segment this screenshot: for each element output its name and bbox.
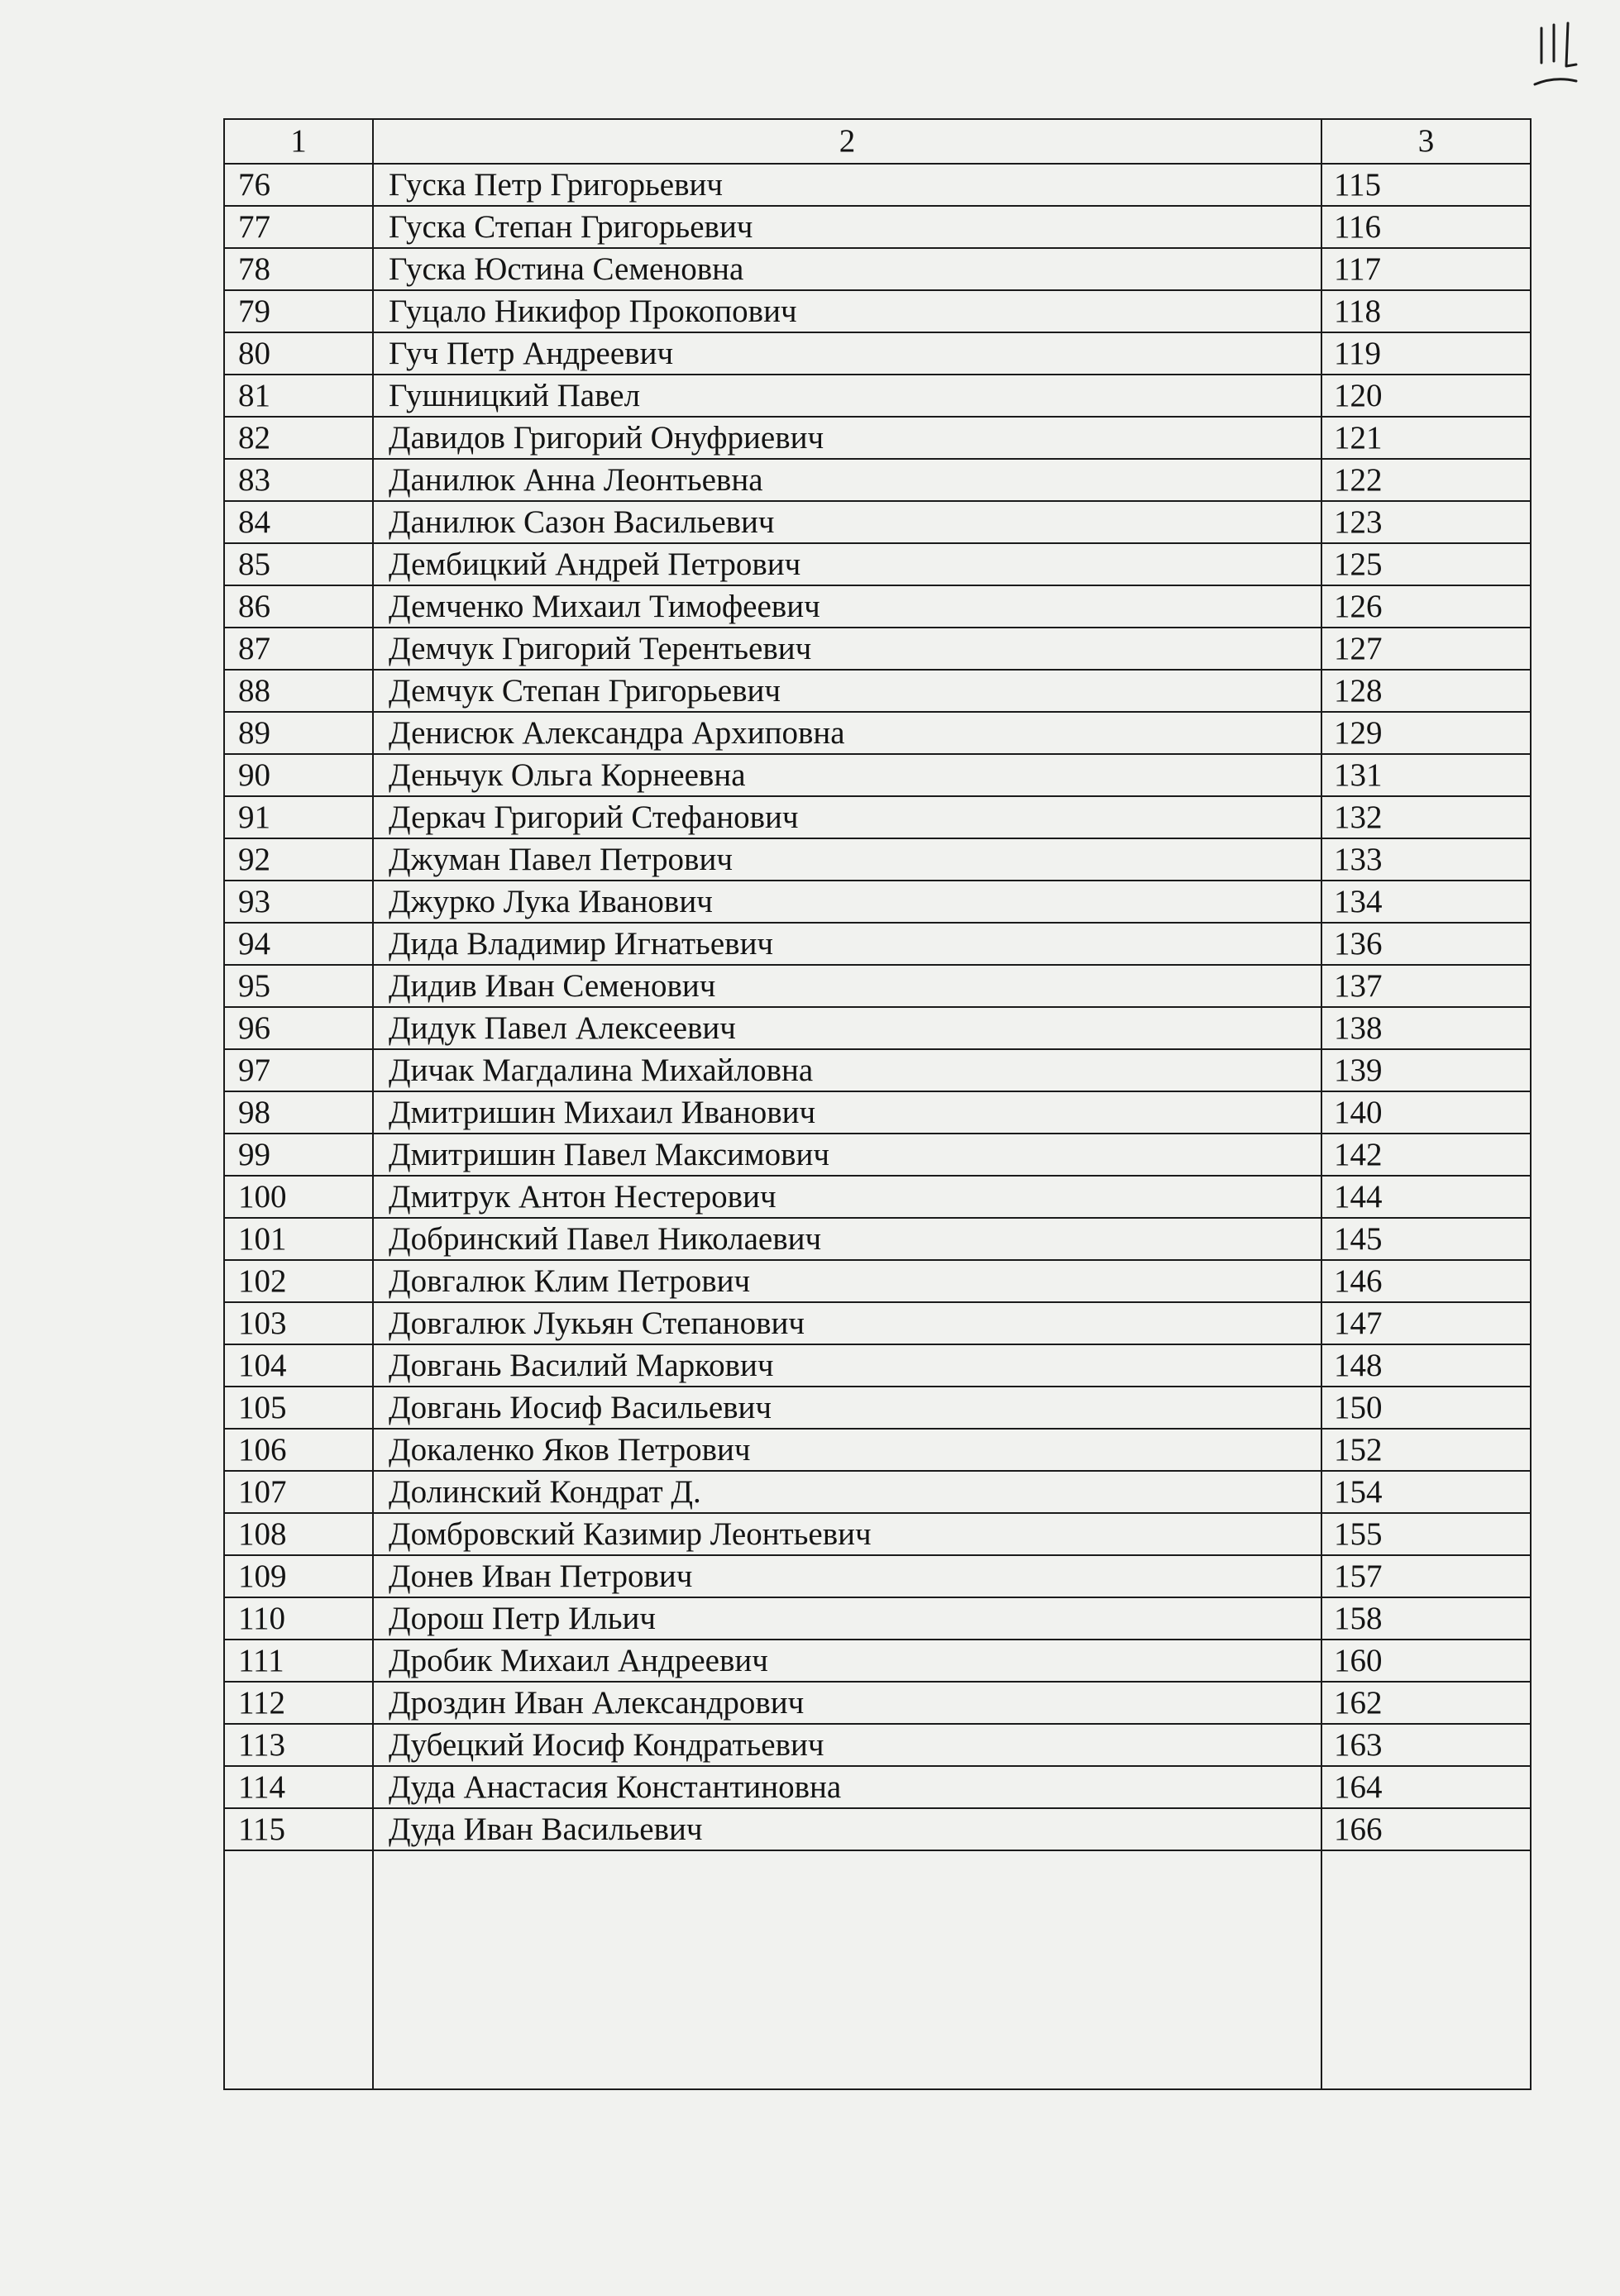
empty-cell	[224, 1850, 373, 2089]
page-number-cell: 115	[1321, 164, 1531, 206]
person-name-cell: Дидук Павел Алексеевич	[373, 1007, 1321, 1049]
page-number-cell: 138	[1321, 1007, 1531, 1049]
table-row	[224, 1724, 1531, 1766]
row-number-cell: 78	[224, 248, 373, 290]
table-row	[224, 1555, 1531, 1597]
page-number-cell: 145	[1321, 1218, 1531, 1260]
page-number-cell: 134	[1321, 881, 1531, 923]
person-name-cell: Докаленко Яков Петрович	[373, 1429, 1321, 1471]
row-number-cell: 91	[224, 796, 373, 838]
person-name-cell: Демчук Степан Григорьевич	[373, 670, 1321, 712]
person-name-cell: Довгалюк Лукьян Степанович	[373, 1302, 1321, 1344]
table-row	[224, 585, 1531, 628]
row-number-cell: 89	[224, 712, 373, 754]
row-number-cell: 82	[224, 417, 373, 459]
row-number-cell: 97	[224, 1049, 373, 1091]
page-number-cell: 132	[1321, 796, 1531, 838]
table-row	[224, 1513, 1531, 1555]
page-number-cell: 148	[1321, 1344, 1531, 1387]
row-number-cell: 90	[224, 754, 373, 796]
page-number-cell: 133	[1321, 838, 1531, 881]
table-row	[224, 754, 1531, 796]
table-row	[224, 1640, 1531, 1682]
person-name-cell: Демчук Григорий Терентьевич	[373, 628, 1321, 670]
table-row	[224, 923, 1531, 965]
person-name-cell: Гуч Петр Андреевич	[373, 332, 1321, 375]
person-name-cell: Дорош Петр Ильич	[373, 1597, 1321, 1640]
page-number-cell: 146	[1321, 1260, 1531, 1302]
row-number-cell: 103	[224, 1302, 373, 1344]
table-row	[224, 1429, 1531, 1471]
row-number-cell: 106	[224, 1429, 373, 1471]
person-name-cell: Добринский Павел Николаевич	[373, 1218, 1321, 1260]
row-number-cell: 79	[224, 290, 373, 332]
row-number-cell: 94	[224, 923, 373, 965]
page-number-cell: 129	[1321, 712, 1531, 754]
page-number-cell: 157	[1321, 1555, 1531, 1597]
row-number-cell: 87	[224, 628, 373, 670]
table-row	[224, 164, 1531, 206]
person-name-cell: Дичак Магдалина Михайловна	[373, 1049, 1321, 1091]
table-row	[224, 332, 1531, 375]
handwritten-page-number-drawing	[1530, 12, 1596, 103]
row-number-cell: 104	[224, 1344, 373, 1387]
page-number-cell: 120	[1321, 375, 1531, 417]
row-number-cell: 109	[224, 1555, 373, 1597]
page-number-cell: 118	[1321, 290, 1531, 332]
handwritten-page-number	[1530, 12, 1596, 103]
person-name-cell: Дида Владимир Игнатьевич	[373, 923, 1321, 965]
person-name-cell: Дмитрук Антон Нестерович	[373, 1176, 1321, 1218]
table-row	[224, 501, 1531, 543]
person-name-cell: Дуда Анастасия Константиновна	[373, 1766, 1321, 1808]
table-row	[224, 1302, 1531, 1344]
person-name-cell: Данилюк Анна Леонтьевна	[373, 459, 1321, 501]
row-number-cell: 95	[224, 965, 373, 1007]
table-row	[224, 1176, 1531, 1218]
table-row	[224, 628, 1531, 670]
page-number-cell: 140	[1321, 1091, 1531, 1134]
page-number-cell: 117	[1321, 248, 1531, 290]
row-number-cell: 105	[224, 1387, 373, 1429]
register-table-body	[224, 119, 1531, 2089]
table-row	[224, 838, 1531, 881]
table-row	[224, 670, 1531, 712]
row-number-cell: 113	[224, 1724, 373, 1766]
table-row	[224, 206, 1531, 248]
person-name-cell: Денисюк Александра Архиповна	[373, 712, 1321, 754]
register-table	[223, 118, 1532, 2090]
person-name-cell: Гуцало Никифор Прокопович	[373, 290, 1321, 332]
table-row	[224, 248, 1531, 290]
table-row	[224, 290, 1531, 332]
table-row	[224, 1218, 1531, 1260]
page-number-cell: 144	[1321, 1176, 1531, 1218]
person-name-cell: Демченко Михаил Тимофеевич	[373, 585, 1321, 628]
row-number-cell: 115	[224, 1808, 373, 1850]
person-name-cell: Деньчук Ольга Корнеевна	[373, 754, 1321, 796]
page-number-cell: 137	[1321, 965, 1531, 1007]
row-number-cell: 112	[224, 1682, 373, 1724]
table-row	[224, 1766, 1531, 1808]
person-name-cell: Гуска Юстина Семеновна	[373, 248, 1321, 290]
page-number-cell: 123	[1321, 501, 1531, 543]
page-number-cell: 131	[1321, 754, 1531, 796]
person-name-cell: Дробик Михаил Андреевич	[373, 1640, 1321, 1682]
person-name-cell: Довгань Василий Маркович	[373, 1344, 1321, 1387]
page-number-cell: 155	[1321, 1513, 1531, 1555]
page-number-cell: 119	[1321, 332, 1531, 375]
table-row	[224, 1091, 1531, 1134]
header-cell-2: 2	[373, 119, 1321, 164]
person-name-cell: Деркач Григорий Стефанович	[373, 796, 1321, 838]
person-name-cell: Долинский Кондрат Д.	[373, 1471, 1321, 1513]
empty-cell	[1321, 1850, 1531, 2089]
table-row	[224, 459, 1531, 501]
row-number-cell: 76	[224, 164, 373, 206]
table-row	[224, 712, 1531, 754]
table-row	[224, 1134, 1531, 1176]
table-row	[224, 1597, 1531, 1640]
page-number-cell: 142	[1321, 1134, 1531, 1176]
row-number-cell: 114	[224, 1766, 373, 1808]
table-row	[224, 1049, 1531, 1091]
person-name-cell: Давидов Григорий Онуфриевич	[373, 417, 1321, 459]
page-number-cell: 158	[1321, 1597, 1531, 1640]
page-number-cell: 122	[1321, 459, 1531, 501]
row-number-cell: 108	[224, 1513, 373, 1555]
row-number-cell: 83	[224, 459, 373, 501]
page-number-cell: 164	[1321, 1766, 1531, 1808]
person-name-cell: Джурко Лука Иванович	[373, 881, 1321, 923]
row-number-cell: 99	[224, 1134, 373, 1176]
empty-cell	[373, 1850, 1321, 2089]
person-name-cell: Домбровский Казимир Леонтьевич	[373, 1513, 1321, 1555]
page-number-cell: 121	[1321, 417, 1531, 459]
row-number-cell: 96	[224, 1007, 373, 1049]
row-number-cell: 92	[224, 838, 373, 881]
page-number-cell: 126	[1321, 585, 1531, 628]
header-cell-1: 1	[224, 119, 373, 164]
header-cell-3: 3	[1321, 119, 1531, 164]
page-number-cell: 128	[1321, 670, 1531, 712]
row-number-cell: 81	[224, 375, 373, 417]
page-number-cell: 125	[1321, 543, 1531, 585]
page-number-cell: 139	[1321, 1049, 1531, 1091]
row-number-cell: 85	[224, 543, 373, 585]
row-number-cell: 80	[224, 332, 373, 375]
page-number-cell: 147	[1321, 1302, 1531, 1344]
person-name-cell: Донев Иван Петрович	[373, 1555, 1321, 1597]
person-name-cell: Дуда Иван Васильевич	[373, 1808, 1321, 1850]
table-row	[224, 375, 1531, 417]
table-row	[224, 1471, 1531, 1513]
person-name-cell: Дембицкий Андрей Петрович	[373, 543, 1321, 585]
row-number-cell: 107	[224, 1471, 373, 1513]
row-number-cell: 86	[224, 585, 373, 628]
page-number-cell: 152	[1321, 1429, 1531, 1471]
page-number-cell: 162	[1321, 1682, 1531, 1724]
person-name-cell: Гуска Степан Григорьевич	[373, 206, 1321, 248]
person-name-cell: Данилюк Сазон Васильевич	[373, 501, 1321, 543]
page-number-cell: 150	[1321, 1387, 1531, 1429]
person-name-cell: Гушницкий Павел	[373, 375, 1321, 417]
table-row	[224, 1260, 1531, 1302]
person-name-cell: Дидив Иван Семенович	[373, 965, 1321, 1007]
table-row	[224, 543, 1531, 585]
row-number-cell: 88	[224, 670, 373, 712]
register-table-frame	[223, 118, 1532, 2090]
person-name-cell: Довгань Иосиф Васильевич	[373, 1387, 1321, 1429]
table-row	[224, 417, 1531, 459]
row-number-cell: 110	[224, 1597, 373, 1640]
page-number-cell: 116	[1321, 206, 1531, 248]
person-name-cell: Гуска Петр Григорьевич	[373, 164, 1321, 206]
person-name-cell: Дубецкий Иосиф Кондратьевич	[373, 1724, 1321, 1766]
table-row	[224, 965, 1531, 1007]
table-row	[224, 1007, 1531, 1049]
row-number-cell: 98	[224, 1091, 373, 1134]
page-number-cell: 136	[1321, 923, 1531, 965]
empty-filler-row	[224, 1850, 1531, 2089]
page-number-cell: 160	[1321, 1640, 1531, 1682]
row-number-cell: 101	[224, 1218, 373, 1260]
table-row	[224, 796, 1531, 838]
row-number-cell: 100	[224, 1176, 373, 1218]
person-name-cell: Дмитришин Павел Максимович	[373, 1134, 1321, 1176]
person-name-cell: Довгалюк Клим Петрович	[373, 1260, 1321, 1302]
table-header-row	[224, 119, 1531, 164]
row-number-cell: 102	[224, 1260, 373, 1302]
table-row	[224, 1387, 1531, 1429]
row-number-cell: 84	[224, 501, 373, 543]
page-number-cell: 166	[1321, 1808, 1531, 1850]
table-row	[224, 1808, 1531, 1850]
person-name-cell: Джуман Павел Петрович	[373, 838, 1321, 881]
row-number-cell: 111	[224, 1640, 373, 1682]
row-number-cell: 77	[224, 206, 373, 248]
table-row	[224, 1344, 1531, 1387]
page-number-cell: 127	[1321, 628, 1531, 670]
table-row	[224, 1682, 1531, 1724]
row-number-cell: 93	[224, 881, 373, 923]
page-number-cell: 154	[1321, 1471, 1531, 1513]
person-name-cell: Дмитришин Михаил Иванович	[373, 1091, 1321, 1134]
table-row	[224, 881, 1531, 923]
person-name-cell: Дроздин Иван Александрович	[373, 1682, 1321, 1724]
page-number-cell: 163	[1321, 1724, 1531, 1766]
